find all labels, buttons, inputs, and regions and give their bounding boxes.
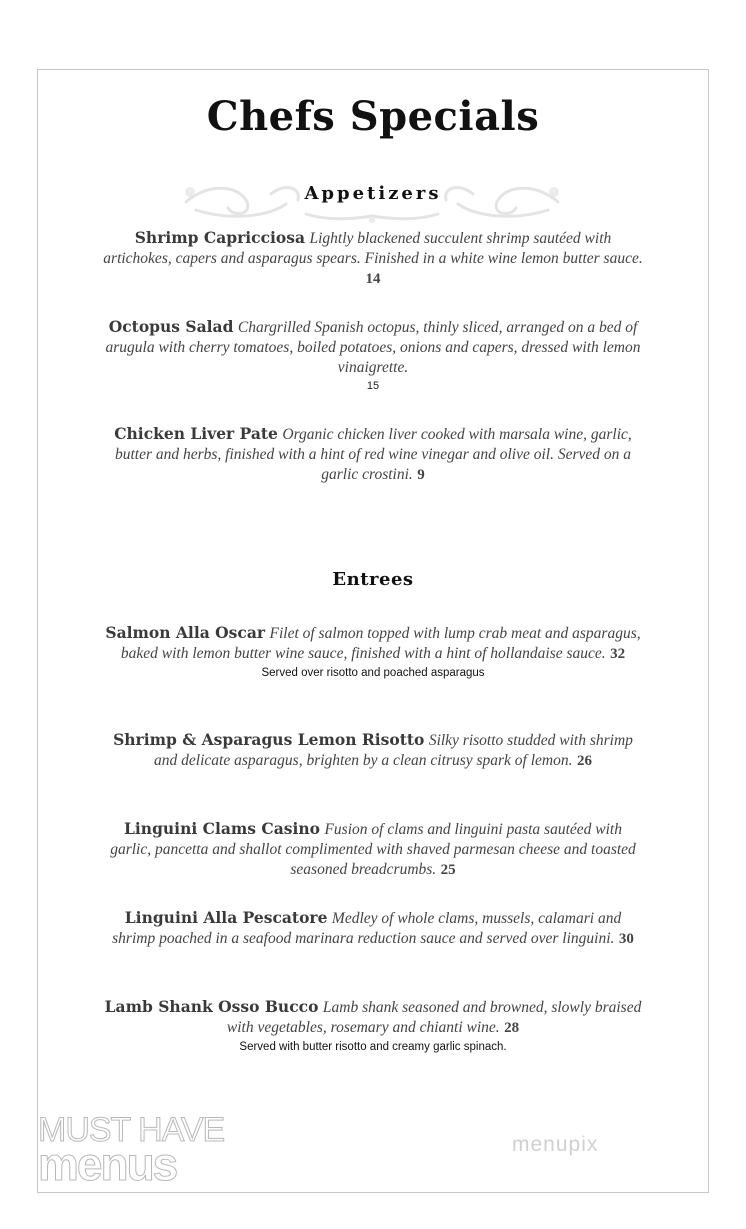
item-description: Silky risotto studded with shrimp and delicate asparagus, brighten by a clean citrusy spark of lemon. <box>154 732 633 769</box>
menu-item <box>103 623 643 682</box>
item-price: 32 <box>610 646 626 662</box>
item-description: Chargrilled Spanish octopus, thinly sliced, arranged on a bed of arugula with cherry tomatoes, boiled potatoes, onions and capers, dressed with lemon vinaigrette. <box>105 319 641 376</box>
watermark-line2: menus <box>38 1138 177 1190</box>
item-price: 28 <box>504 1020 520 1036</box>
menu-item <box>103 908 643 949</box>
appetizers-heading: Appetizers <box>304 183 442 204</box>
item-description: Fusion of clams and linguini pasta sautéed with garlic, pancetta and shallot complimented with shaved parmesan cheese and toasted seasoned breadcrumbs. <box>110 821 636 878</box>
item-name: Shrimp & Asparagus Lemon Risotto <box>113 730 425 749</box>
item-description: Medley of whole clams, mussels, calamari and shrimp poached in a seafood marinara reduction sauce and served over linguini. <box>112 910 622 947</box>
menu-item <box>103 424 643 485</box>
item-name: Linguini Alla Pescatore <box>124 908 328 927</box>
item-note: Served over risotto and poached asparagus <box>261 667 485 679</box>
menu-item <box>103 819 643 880</box>
item-price: 26 <box>576 753 592 769</box>
item-name: Lamb Shank Osso Bucco <box>104 997 319 1016</box>
item-note: Served with butter risotto and creamy garlic spinach. <box>239 1041 507 1053</box>
item-price: 14 <box>365 271 381 287</box>
item-description: Lightly blackened succulent shrimp sautéed with artichokes, capers and asparagus spears. Finished in a white wine lemon butter sauce. <box>103 230 643 267</box>
menupix-watermark: menupix <box>512 1133 599 1156</box>
item-name: Shrimp Capricciosa <box>134 228 306 247</box>
menu-item <box>103 228 643 289</box>
item-price: 15 <box>366 380 380 392</box>
menu-item <box>103 317 643 394</box>
menu-title: Chefs Specials <box>206 93 540 140</box>
item-name: Salmon Alla Oscar <box>105 623 266 642</box>
watermark-line1: MUST HAVE <box>38 1111 225 1149</box>
menu-item <box>103 730 643 771</box>
item-name: Octopus Salad <box>108 317 234 336</box>
item-description: Lamb shank seasoned and browned, slowly braised with vegetables, rosemary and chianti wine. <box>226 999 642 1036</box>
entrees-heading: Entrees <box>332 569 414 590</box>
item-description: Filet of salmon topped with lump crab meat and asparagus, baked with lemon butter wine sauce, finished with a hint of hollandaise sauce. <box>120 625 641 662</box>
item-description: Organic chicken liver cooked with marsala wine, garlic, butter and herbs, finished with a hint of red wine vinegar and olive oil. Served on a garlic crostini. <box>114 426 632 483</box>
menu-item <box>103 997 643 1056</box>
must-have-menus-watermark <box>38 1111 238 1190</box>
item-price: 30 <box>618 931 634 947</box>
item-name: Chicken Liver Pate <box>114 424 278 443</box>
item-price: 9 <box>417 467 425 483</box>
item-price: 25 <box>440 862 456 878</box>
item-name: Linguini Clams Casino <box>124 819 321 838</box>
